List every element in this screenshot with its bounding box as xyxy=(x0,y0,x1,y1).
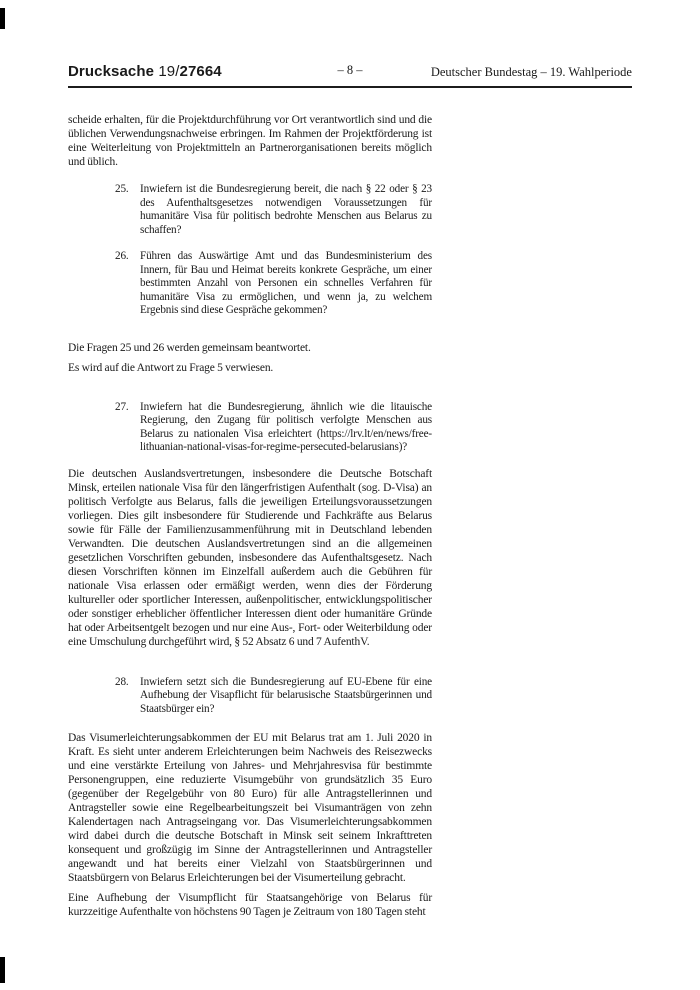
doc-number-main: 27664 xyxy=(179,63,222,80)
question-number: 25. xyxy=(115,183,129,195)
answer-paragraph-27: Die deutschen Auslandsvertretungen, insbesondere die Deutsche Botschaft Minsk, erteilen nationale Visa für den längerfristigen Aufenthalt (sog. D-Visa) an politisch Verfolgte aus Belarus, falls die jeweiligen Erteilungsvoraussetzungen vorliegen. Dies gilt insbesondere für Studierende und Fachkräfte aus Belarus sowie für Fälle der Familienzusammenführung mit in Deutschland lebenden Verwandten. Die deutschen Auslandsvertretungen sind an die allgemeinen gesetzlichen Vorschriften gebunden, insbesondere das Aufenthaltsgesetz. Nach diesen Vorschriften können im Einzelfall außerdem auch die Gebühren für nationale Visa erlassen oder ermäßigt werden, wenn dies der Förderung kultureller oder sportlicher Interessen, außenpolitischer, entwicklungspolitischer oder sonstiger erheblicher öffentlicher Interessen dient oder humanitäre Gründe hat oder Arbeitsentgelt bezogen und nur eine Aus-, Fort- oder Weiterbildung oder eine Umschulung durchgeführt wird, § 52 Absatz 6 und 7 AufenthV. xyxy=(68,467,432,648)
page-header xyxy=(68,63,632,88)
question-text: Inwiefern ist die Bundesregierung bereit, die nach § 22 oder § 23 des Aufenthaltsgesetzes notwendigen Voraussetzungen für humanitäre Visa für politisch bedrohte Menschen aus Belarus zu schaffen? xyxy=(140,183,432,236)
crop-mark-bottom xyxy=(0,957,5,983)
page-number: – 8 – xyxy=(337,63,363,77)
answer-paragraph-28-2: Eine Aufhebung der Visumpflicht für Staatsangehörige von Belarus für kurzzeitige Aufenthalte von höchstens 90 Tagen je Zeitraum von 180 Tagen steht xyxy=(68,892,432,918)
doc-label: Drucksache xyxy=(68,63,155,80)
question-text: Führen das Auswärtige Amt und das Bundesministerium des Innern, für Bau und Heimat bereits konkrete Gespräche, um einer bestimmten Anzahl von Personen ein schnelles Verfahren für humanitäre Visa zu ermöglichen, und wenn ja, zu welchem Ergebnis sind diese Gespräche gekommen? xyxy=(140,250,432,316)
joint-answer-note: Die Fragen 25 und 26 werden gemeinsam beantwortet. xyxy=(68,341,311,354)
document-body xyxy=(68,113,432,919)
crop-mark-top xyxy=(0,8,5,29)
intro-paragraph: scheide erhalten, für die Projektdurchführung vor Ort verantwortlich sind und die üblichen Verwendungsnachweise erbringen. Im Rahmen der Projektförderung ist eine Weiterleitung von Projektmitteln an Partnerorganisationen bereits möglich und üblich. xyxy=(68,114,432,168)
question-25 xyxy=(115,183,432,237)
question-text: Inwiefern setzt sich die Bundesregierung auf EU-Ebene für eine Aufhebung der Visapflicht für belarusische Staatsbürgerinnen und Staatsbürger ein? xyxy=(140,675,432,715)
doc-number xyxy=(68,63,222,80)
question-text: Inwiefern hat die Bundesregierung, ähnlich wie die litauische Regierung, den Zugang für politisch verfolgte Menschen aus Belarus zu nationalen Visa erleichtert (https://lrv.lt/en/news/free-lithuanian-national-visas-for-regime-persecuted-belarusians)? xyxy=(140,400,432,453)
answer-paragraph-28-1: Das Visumerleichterungsabkommen der EU mit Belarus trat am 1. Juli 2020 in Kraft. Es sieht unter anderem Erleichterungen beim Nachweis des Reisezwecks und eine verstärkte Erteilung von Jahres- und Mehrjahresvisa für bestimmte Personengruppen, eine reduzierte Visumgebühr von grundsätzlich 35 Euro (gegenüber der Regelgebühr von 80 Euro) für alle Antragstellerinnen und Antragsteller sowie eine Regelbearbeitungszeit bei Visumanträgen von zehn Kalendertagen nach Antragseingang vor. Das Visumerleichterungsabkommen wird dabei durch die deutsche Botschaft in Minsk seit seinem Inkrafttreten konsequent und großzügig im Sinne der Antragstellerinnen und Antragsteller angewandt und hat bereits einer Vielzahl von Staatsbürgerinnen und Staatsbürgern von Belarus Erleichterungen bei der Visumerteilung gebracht. xyxy=(68,732,432,884)
question-number: 27. xyxy=(115,400,129,413)
doc-number-prefix: 19/ xyxy=(158,63,180,80)
question-28 xyxy=(115,676,432,717)
question-26 xyxy=(115,250,432,318)
question-number: 26. xyxy=(115,250,129,262)
header-right-text: Deutscher Bundestag – 19. Wahlperiode xyxy=(430,65,632,79)
answer-reference-note: Es wird auf die Antwort zu Frage 5 verwiesen. xyxy=(68,361,274,374)
question-number: 28. xyxy=(115,675,129,688)
question-27 xyxy=(115,401,432,455)
